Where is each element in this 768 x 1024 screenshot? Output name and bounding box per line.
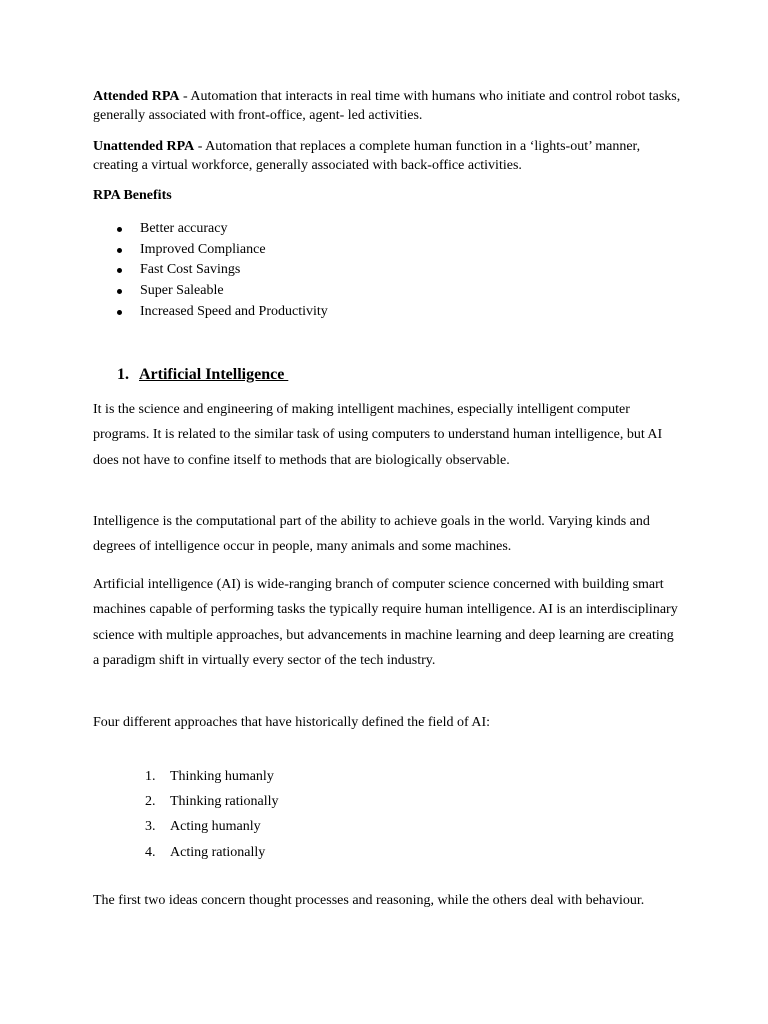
intelligence-paragraph: Intelligence is the computational part of the ability to achieve goals in the world. Varying kinds and degrees of intelligence occur in people, many animals and some machines. [93,514,650,555]
list-item [93,219,328,240]
list-item [145,764,278,789]
item-number: 4. [145,844,156,860]
benefit-label: Increased Speed and Productivity [140,303,328,319]
ai-overview-paragraph: Artificial intelligence (AI) is wide-ranging branch of computer science concerned with building smart machines capable of performing tasks the typically require human intelligence. AI is an interdisciplinary science with multiple approaches, but advancements in machine learning and deep learning are creating a paradigm shift in virtually every sector of the tech industry. [93,577,678,668]
bullet-icon [117,310,122,315]
attended-rpa-definition: - Automation that interacts in real time with humans who initiate and control robot tasks, generally associated with front-office, agent- led activities. [93,89,681,123]
unattended-rpa-term: Unattended RPA [93,139,195,154]
approach-label: Thinking rationally [170,794,279,810]
section-number: 1. [117,366,129,383]
ai-definition-paragraph: It is the science and engineering of making intelligent machines, especially intelligent computer programs. It is related to the similar task of using computers to understand human intelligence, but AI does not have to confine itself to methods that are biologically observable. [93,402,663,468]
benefit-label: Super Saleable [140,283,224,299]
bullet-icon [117,289,122,294]
bullet-icon [117,268,122,273]
attended-rpa-paragraph [93,87,683,125]
section-title: Artificial Intelligence [139,366,289,383]
approach-label: Thinking humanly [170,769,274,784]
benefit-label: Fast Cost Savings [140,262,241,278]
item-number: 2. [145,794,156,810]
list-item [93,281,328,302]
approaches-intro-paragraph: Four different approaches that have historically defined the field of AI: [93,715,491,730]
unattended-rpa-definition: - Automation that replaces a complete human function in a ‘lights-out’ manner, creating a virtual workforce, generally associated with back-office activities. [93,139,641,173]
rpa-benefits-list [93,219,328,322]
ai-approaches-list [145,764,278,865]
closing-paragraph: The first two ideas concern thought processes and reasoning, while the others deal with behaviour. [93,893,645,908]
list-item [145,789,278,814]
approach-label: Acting humanly [170,819,261,835]
list-item [93,302,328,323]
benefit-label: Improved Compliance [140,241,266,257]
list-item [93,240,328,261]
list-item [93,260,328,281]
bullet-icon [117,248,122,253]
approach-label: Acting rationally [170,844,266,860]
attended-rpa-term: Attended RPA [93,89,180,104]
unattended-rpa-paragraph [93,137,683,175]
rpa-benefits-heading: RPA Benefits [93,188,172,203]
item-number: 3. [145,819,156,835]
item-number: 1. [145,769,156,784]
section-heading [117,366,288,384]
list-item [145,840,278,865]
bullet-icon [117,227,122,232]
list-item [145,814,278,839]
benefit-label: Better accuracy [140,221,228,236]
